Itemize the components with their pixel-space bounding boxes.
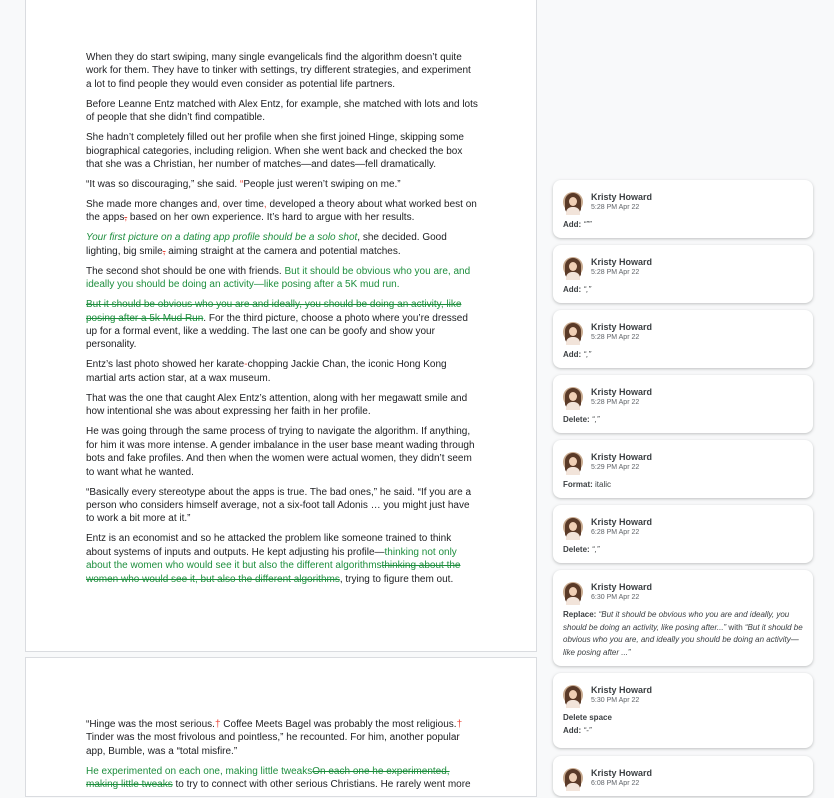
page-body[interactable] [86,51,478,593]
suggestion-card[interactable] [553,440,813,498]
text-run: , she decided. Good lighting, big smile [86,232,447,257]
paragraph[interactable] [86,298,478,352]
paragraph[interactable] [86,358,478,385]
timestamp: 6:30 PM Apr 22 [591,594,640,601]
text-run: Entz’s last photo showed her karate [86,359,245,371]
paragraph[interactable]: When they do start swiping, many single evangelicals find the algorithm doesn’t quite work for them. They have to tinker with settings, try different strategies, and experiment a lot to find people they would even consider as potential life partners. [86,52,471,90]
timestamp: 5:29 PM Apr 22 [591,464,640,471]
suggestion-card[interactable] [553,180,813,238]
avatar [563,387,583,407]
avatar [563,452,583,472]
suggestion-detail: Add: “,” [563,285,592,294]
author-name: Kristy Howard [591,768,653,778]
text-run: “Hinge was the most serious. [86,719,215,730]
suggestion-detail: Delete space Add: “-” [563,713,612,735]
timestamp: 5:28 PM Apr 22 [591,399,640,406]
author-name: Kristy Howard [591,192,653,202]
author-name: Kristy Howard [591,517,653,527]
suggestion-card[interactable] [553,310,813,368]
suggestion-detail: Replace: “But it should be obvious who you are and ideally, you should be doing an activity, like posing after...” with “But it should be obvious who you are, and ideally you should be doing an activity—like posing after ...” [563,610,803,657]
avatar [563,257,583,277]
text-run: to try to connect with other serious Christians. He rarely went more [172,779,471,791]
text-run: Tinder was the most frivolous and pointless,” he recounted. For him, another popular app, Bumble, was a “total misfire.” [86,732,460,757]
document-page-2[interactable] [25,657,537,797]
paragraph[interactable]: She hadn’t completely filled out her profile when she first joined Hinge, skipping some biographical categories, including religion. When she went back and checked the box that she was a Christian, her number of matches—and dates—fell dramatically. [86,132,464,171]
suggestion-detail: Add: “”” [563,220,592,229]
paragraph[interactable] [86,718,478,758]
suggestion-deletion[interactable]: On each one he experimented, making little tweaks [86,765,450,791]
timestamp: 5:30 PM Apr 22 [591,697,640,704]
text-run: , trying to figure them out. [339,573,454,585]
avatar [563,768,583,788]
text-run: People just weren’t swiping on me.” [243,179,401,191]
avatar [563,322,583,342]
text-run: She made more changes and [86,199,218,211]
timestamp: 6:08 PM Apr 22 [591,780,640,787]
paragraph[interactable]: “Basically every stereotype about the apps is true. The bad ones,” he said. “If you are a person who considers himself average, not a six-foot tall Adonis … you might just have to work a bit more at it.” [86,486,472,525]
suggestion-insertion[interactable]: But it should be obvious who you are, and ideally you should be doing an activity—like posing after a 5K mud run. [86,265,471,291]
suggestion-deletion[interactable]: thinking about the women who would see it, but also the different algorithms [86,560,461,585]
document-page-1[interactable] [25,0,537,652]
text-run: The second shot should be one with friends. [86,265,285,277]
author-name: Kristy Howard [591,322,653,332]
text-run: Coffee Meets Bagel was probably the most religious. [220,719,457,730]
suggestion-insertion[interactable]: He experimented on each one, making little tweaks [86,765,313,777]
page-body[interactable] [86,718,478,798]
paragraph[interactable]: Before Leanne Entz matched with Alex Entz, for example, she matched with lots and lots of people that she didn’t find compatible. [86,98,478,124]
author-name: Kristy Howard [591,452,653,462]
suggestion-mark[interactable]: † [214,719,221,730]
author-name: Kristy Howard [591,257,653,267]
suggestion-mark[interactable]: , [217,199,220,211]
text-run: Entz is an economist and so he attacked the problem like someone trained to think about systems of inputs and outputs. He kept adjusting his profile— [86,533,452,558]
paragraph[interactable] [86,765,478,792]
timestamp: 5:28 PM Apr 22 [591,334,640,341]
text-run: chopping Jackie Chan, the iconic Hong Kong martial arts action star, at a wax museum. [86,359,447,384]
suggestion-mark[interactable]: “ [239,179,244,191]
text-run: developed a theory about what worked best on the apps [86,199,477,224]
author-name: Kristy Howard [591,685,653,695]
suggestion-detail: Delete: “,” [563,415,600,424]
author-name: Kristy Howard [591,582,653,592]
avatar [563,582,583,602]
timestamp: 6:28 PM Apr 22 [591,529,640,536]
avatar [563,517,583,537]
text-run: over time [219,199,264,211]
suggestion-deletion[interactable]: , [124,212,128,224]
text-run: aiming straight at the camera and potential matches. [165,245,401,257]
paragraph[interactable] [86,231,478,258]
suggestion-mark[interactable]: † [456,719,463,730]
suggestion-insertion[interactable]: Your first picture on a dating app profile should be a solo shot [86,232,358,244]
avatar [563,685,583,705]
suggestion-insertion[interactable]: thinking not only about the women who would see it but also the different algorithms [86,546,457,572]
paragraph[interactable] [86,198,478,225]
suggestion-deletion[interactable]: , [162,245,166,257]
suggestion-deletion[interactable]: But it should be obvious who you are and ideally, you should be doing an activity, like posing after a 5k Mud Run [86,299,462,324]
suggestion-card[interactable] [553,245,813,303]
text-run: based on her own experience. It’s hard to argue with her results. [127,212,415,224]
suggestion-detail: Add: “,” [563,350,592,359]
suggestion-card[interactable] [553,673,813,748]
suggestion-card[interactable] [553,505,813,563]
suggestion-detail: Delete: “,” [563,545,600,554]
paragraph[interactable] [86,532,478,586]
paragraph[interactable]: He was going through the same process of trying to navigate the algorithm. If anything, for him it was more intense. A gender imbalance in the user base meant wading through bots and fake profiles. And then when the women were actual women, they didn’t seem to want what he wanted. [86,426,475,478]
timestamp: 5:28 PM Apr 22 [591,204,640,211]
avatar [563,192,583,212]
suggestion-mark[interactable]: - [244,359,248,371]
suggestion-card[interactable] [553,375,813,433]
paragraph[interactable] [86,178,478,191]
text-run: . For the third picture, choose a photo where you’re dressed up for a formal event, like a wedding. The last one can be goofy and show your personality. [86,312,468,351]
paragraph[interactable]: That was the one that caught Alex Entz’s attention, along with her megawatt smile and how intentional she was about expressing her faith in her profile. [86,392,468,418]
suggestion-mark[interactable]: , [263,199,267,211]
author-name: Kristy Howard [591,387,653,397]
timestamp: 5:28 PM Apr 22 [591,269,640,276]
suggestion-card[interactable] [553,756,813,796]
suggestion-detail: Format: italic [563,480,612,489]
paragraph[interactable] [86,265,478,292]
suggestion-card[interactable] [553,570,813,666]
text-run: “It was so discouraging,” she said. [86,179,240,191]
